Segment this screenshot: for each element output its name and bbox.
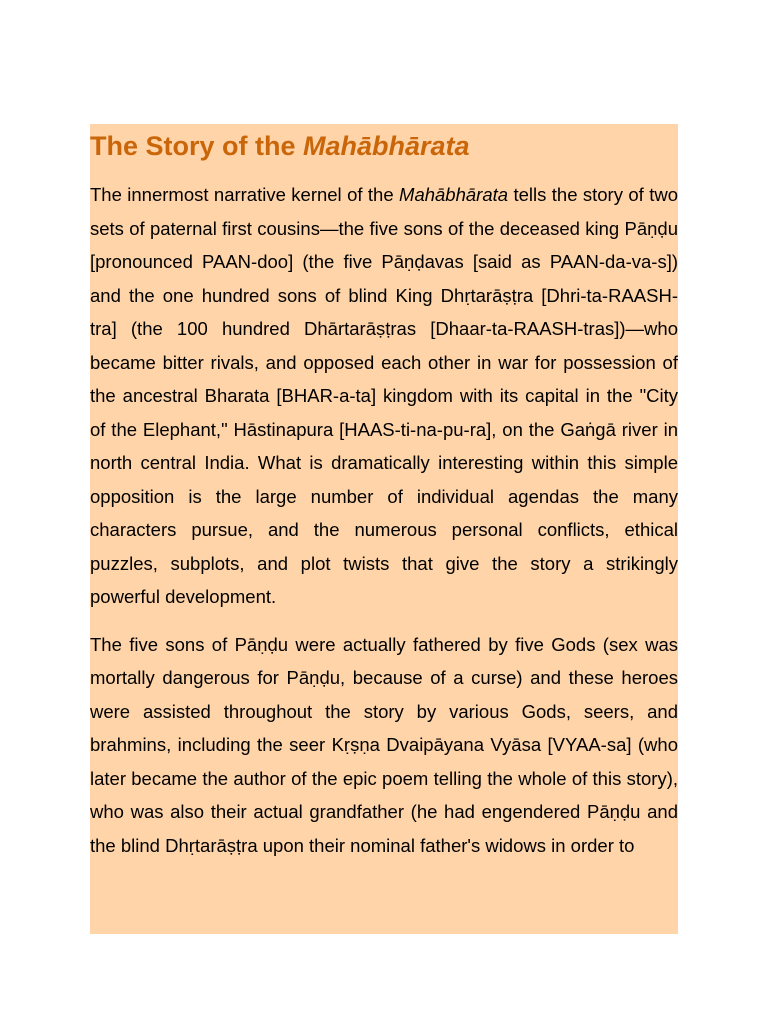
paragraph-2: The five sons of Pāṇḍu were actually fathered by five Gods (sex was mortally dangerous for Pāṇḍu, because of a curse) and these heroes were assisted throughout the story by various Gods, seers, and brahmins, including the seer Kṛṣṇa Dvaipāyana Vyāsa [VYAA-sa] (who later became the author of the epic poem telling the whole of this story), who was also their actual grandfather (he had engendered Pāṇḍu and the blind Dhṛtarāṣṭra upon their nominal father's widows in order to [90, 633, 678, 856]
title-prefix: The Story of the [90, 131, 304, 161]
paragraph-1-after: tells the story of two sets of paternal first cousins—the five sons of the deceased king Pāṇḍu [pronounced PAAN-doo] (the five Pāṇḍavas [said as PAAN-da-va-s]) and the one hundred sons of blind King Dhṛtarāṣṭra [Dhri-ta-RAASH-tra] (the 100 hundred Dhārtarāṣṭras [Dhaar-ta-RAASH-tras])—who became bitter rivals, and opposed each other in war for possession of the ancestral Bharata [BHAR-a-ta] kingdom with its capital in the "City of the Elephant," Hāstinapura [HAAS-ti-na-pu-ra], on the Gaṅgā river in north central India. What is dramatically interesting within this simple opposition is the large number of individual agendas the many characters pursue, and the numerous personal conflicts, ethical puzzles, subplots, and plot twists that give the story a strikingly powerful development. [90, 184, 678, 607]
paragraph-1-before: The innermost narrative kernel of the [90, 184, 400, 205]
article-title [90, 124, 678, 164]
title-italic: Mahābhārata [303, 131, 470, 161]
paragraph-1 [90, 178, 678, 614]
paragraph-1-italic: Mahābhārata [399, 184, 509, 205]
article-panel [90, 124, 678, 934]
